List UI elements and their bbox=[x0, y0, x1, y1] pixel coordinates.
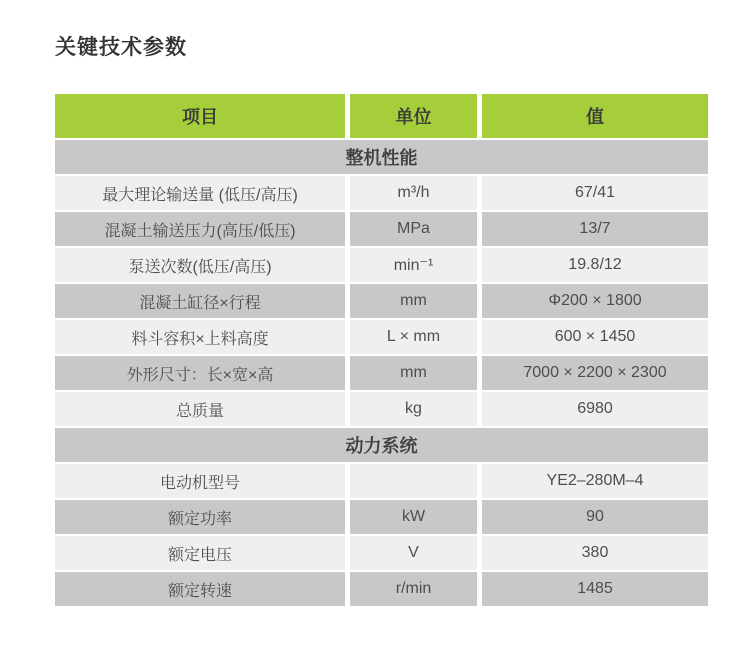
spec-unit-cell: L × mm bbox=[350, 320, 477, 354]
table-row bbox=[55, 284, 708, 318]
spec-item-cell: 料斗容积×上料高度 bbox=[55, 320, 345, 354]
spec-item-cell: 电动机型号 bbox=[55, 464, 345, 498]
spec-unit-cell: kg bbox=[350, 392, 477, 426]
table-row bbox=[55, 176, 708, 210]
spec-value-cell: 19.8/12 bbox=[482, 248, 708, 282]
table-row bbox=[55, 248, 708, 282]
table-row bbox=[55, 392, 708, 426]
spec-item-cell: 混凝土缸径×行程 bbox=[55, 284, 345, 318]
table-row bbox=[55, 572, 708, 606]
spec-unit-cell: V bbox=[350, 536, 477, 570]
table-row bbox=[55, 212, 708, 246]
spec-value-cell: 600 × 1450 bbox=[482, 320, 708, 354]
spec-value-cell: 6980 bbox=[482, 392, 708, 426]
spec-item-cell: 额定功率 bbox=[55, 500, 345, 534]
column-header-unit: 单位 bbox=[350, 94, 477, 138]
section-header-row bbox=[55, 140, 708, 174]
spec-item-cell: 总质量 bbox=[55, 392, 345, 426]
spec-table bbox=[55, 94, 708, 606]
spec-item-cell: 混凝土输送压力(高压/低压) bbox=[55, 212, 345, 246]
spec-unit-cell: min⁻¹ bbox=[350, 248, 477, 282]
table-header-row bbox=[55, 94, 708, 138]
spec-item-cell: 外形尺寸：长×宽×高 bbox=[55, 356, 345, 390]
spec-unit-cell: mm bbox=[350, 356, 477, 390]
spec-value-cell: 1485 bbox=[482, 572, 708, 606]
table-row bbox=[55, 320, 708, 354]
spec-item-cell: 最大理论输送量 (低压/高压) bbox=[55, 176, 345, 210]
section-title-power-system: 动力系统 bbox=[55, 428, 708, 462]
spec-item-cell: 额定转速 bbox=[55, 572, 345, 606]
spec-unit-cell: r/min bbox=[350, 572, 477, 606]
section-title-machine-performance: 整机性能 bbox=[55, 140, 708, 174]
spec-value-cell: 90 bbox=[482, 500, 708, 534]
spec-unit-cell: MPa bbox=[350, 212, 477, 246]
spec-value-cell: Φ200 × 1800 bbox=[482, 284, 708, 318]
spec-unit-cell bbox=[350, 464, 477, 498]
spec-value-cell: 13/7 bbox=[482, 212, 708, 246]
column-header-value: 值 bbox=[482, 94, 708, 138]
spec-unit-cell: m³/h bbox=[350, 176, 477, 210]
page-title: 关键技术参数 bbox=[55, 36, 187, 59]
column-header-item: 项目 bbox=[55, 94, 345, 138]
spec-unit-cell: mm bbox=[350, 284, 477, 318]
table-row bbox=[55, 464, 708, 498]
spec-unit-cell: kW bbox=[350, 500, 477, 534]
spec-value-cell: 7000 × 2200 × 2300 bbox=[482, 356, 708, 390]
table-row bbox=[55, 500, 708, 534]
table-row bbox=[55, 356, 708, 390]
spec-value-cell: 67/41 bbox=[482, 176, 708, 210]
spec-value-cell: 380 bbox=[482, 536, 708, 570]
table-row bbox=[55, 536, 708, 570]
spec-item-cell: 额定电压 bbox=[55, 536, 345, 570]
spec-value-cell: YE2–280M–4 bbox=[482, 464, 708, 498]
spec-item-cell: 泵送次数(低压/高压) bbox=[55, 248, 345, 282]
section-header-row bbox=[55, 428, 708, 462]
